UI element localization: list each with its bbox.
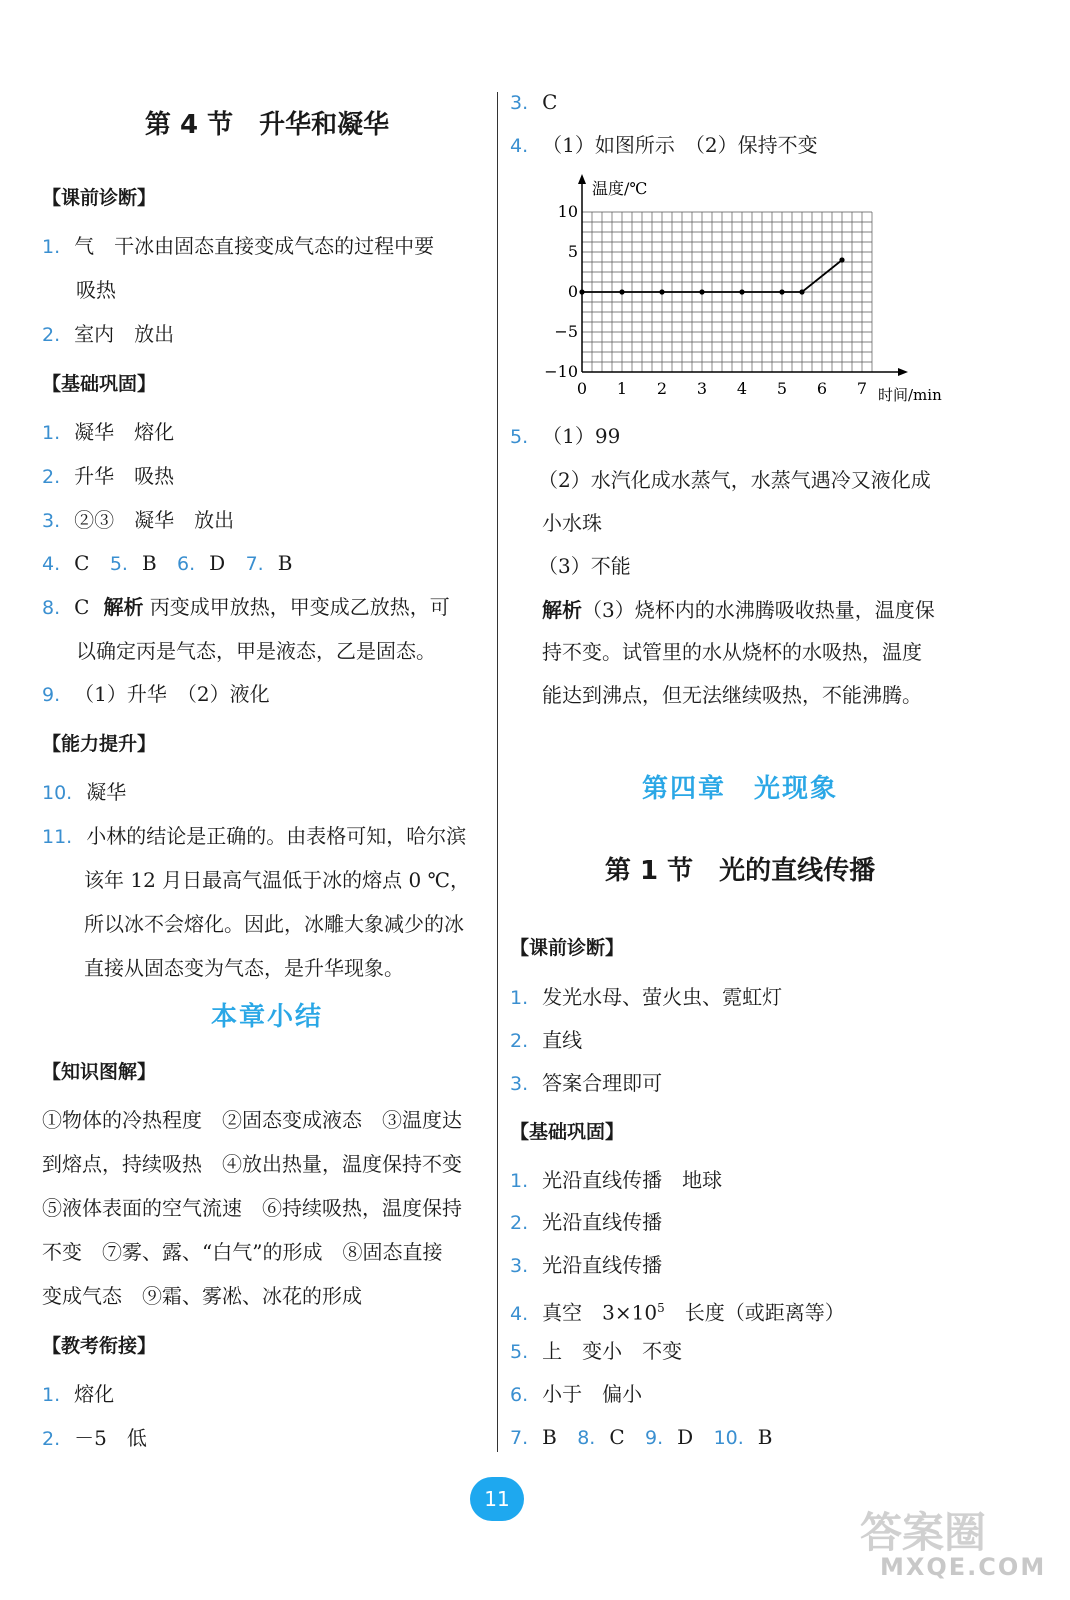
answer-line: 3. C bbox=[510, 90, 558, 114]
answer-line: 2. 光沿直线传播 bbox=[510, 1210, 663, 1234]
answer-line: 9. （1）升华 （2）液化 bbox=[42, 682, 270, 706]
answer-line: 8. C 解析 丙变成甲放热，甲变成乙放热，可 bbox=[42, 595, 450, 619]
data-point bbox=[659, 289, 664, 294]
answer-line: 吸热 bbox=[76, 278, 116, 302]
y-axis-arrow bbox=[578, 174, 586, 184]
section-title: 第 4 节 升华和凝华 bbox=[144, 110, 390, 140]
analysis-label: 解析 bbox=[542, 598, 582, 622]
answer-line: 6. 小于 偏小 bbox=[510, 1382, 643, 1406]
q-num: 1. bbox=[42, 236, 61, 258]
answer-line: 持不变。试管里的水从烧杯的水吸热，温度 bbox=[542, 640, 922, 664]
answer-line: （2）水汽化成水蒸气，水蒸气遇冷又液化成 bbox=[538, 468, 931, 492]
y-tick-label: −5 bbox=[554, 322, 578, 341]
answer-line: 3. 答案合理即可 bbox=[510, 1071, 663, 1095]
page-number: 11 bbox=[470, 1477, 524, 1521]
answer-line: 能达到沸点，但无法继续吸热，不能沸腾。 bbox=[542, 683, 922, 707]
answer-line: 5. 上 变小 不变 bbox=[510, 1339, 683, 1363]
x-tick-label: 0 bbox=[576, 379, 588, 398]
answer-line: 4. 真空 $3\times 10^5$ 长度（或距离等） bbox=[510, 1300, 845, 1325]
section-title: 第 1 节 光的直线传播 bbox=[604, 856, 876, 886]
data-point bbox=[619, 289, 624, 294]
watermark-url: MXQE.COM bbox=[880, 1553, 1047, 1581]
answer-line: 直接从固态变为气态，是升华现象。 bbox=[84, 956, 404, 980]
x-tick-label: 2 bbox=[656, 379, 668, 398]
answer-line: （3）不能 bbox=[538, 554, 631, 578]
y-tick-label: 10 bbox=[557, 202, 578, 221]
answer-line: 5. （1）99 bbox=[510, 424, 621, 448]
x-axis-label: 时间/min bbox=[878, 386, 942, 404]
section-heading: 【基础巩固】 bbox=[510, 1121, 625, 1143]
x-tick-label: 1 bbox=[616, 379, 628, 398]
data-point bbox=[839, 257, 844, 262]
x-tick-labels bbox=[577, 379, 867, 398]
answer-line: 3. ②③ 凝华 放出 bbox=[42, 508, 235, 532]
answer-line: 所以冰不会熔化。因此，冰雕大象减少的冰 bbox=[84, 912, 464, 936]
answer-line: 该年 12 月日最高气温低于冰的熔点 0 ℃， bbox=[84, 868, 470, 892]
answer-line: 10. 凝华 bbox=[42, 780, 127, 804]
y-tick-label: 0 bbox=[567, 282, 578, 301]
analysis-label: 解析 bbox=[103, 595, 144, 619]
chapter-summary-title: 本章小结 bbox=[210, 1002, 323, 1032]
data-point bbox=[699, 289, 704, 294]
section-heading: 【课前诊断】 bbox=[42, 187, 157, 209]
answer-line: 3. 光沿直线传播 bbox=[510, 1253, 663, 1277]
temperature-time-graph bbox=[540, 172, 960, 412]
x-tick-label: 7 bbox=[856, 379, 868, 398]
answer-line: 4. （1）如图所示 （2）保持不变 bbox=[510, 133, 818, 157]
answer-line: 小水珠 bbox=[542, 511, 602, 535]
x-tick-label: 5 bbox=[776, 379, 788, 398]
knowledge-line: 不变 ⑦雾、露、“白气”的形成 ⑧固态直接 bbox=[42, 1240, 443, 1264]
answer-line: 解析（3）烧杯内的水沸腾吸收热量，温度保 bbox=[542, 598, 935, 622]
y-tick-label: −10 bbox=[544, 362, 578, 381]
answer-line: 1. 气 干冰由固态直接变成气态的过程中要 bbox=[42, 232, 434, 261]
data-point bbox=[779, 289, 784, 294]
y-axis-label: 温度/℃ bbox=[592, 179, 648, 198]
answer-line: 11. 小林的结论是正确的。由表格可知，哈尔滨 bbox=[42, 824, 467, 848]
knowledge-line: ①物体的冷热程度 ②固态变成液态 ③温度达 bbox=[42, 1108, 462, 1132]
watermark-logo: 答案圈 bbox=[860, 1508, 987, 1557]
data-point bbox=[579, 289, 584, 294]
answer-line: 2. 室内 放出 bbox=[42, 322, 175, 346]
y-tick-label: 5 bbox=[567, 242, 578, 261]
answer-line: 2. 直线 bbox=[510, 1028, 583, 1052]
y-tick-labels bbox=[544, 202, 578, 381]
answer-line: 4. C 5. B 6. D 7. B bbox=[42, 551, 293, 575]
section-heading: 【知识图解】 bbox=[42, 1061, 157, 1083]
section-heading: 【能力提升】 bbox=[42, 733, 157, 755]
answer-line: 2. 升华 吸热 bbox=[42, 464, 175, 488]
answer-line: 2. －5 低 bbox=[42, 1426, 147, 1450]
x-tick-label: 6 bbox=[816, 379, 828, 398]
answer-line: 1. 发光水母、萤火虫、霓虹灯 bbox=[510, 985, 783, 1009]
x-tick-label: 3 bbox=[696, 379, 708, 398]
knowledge-line: 变成气态 ⑨霜、雾凇、冰花的形成 bbox=[42, 1284, 362, 1308]
section-heading: 【基础巩固】 bbox=[42, 373, 157, 395]
answer-line: 以确定丙是气态，甲是液态，乙是固态。 bbox=[76, 639, 436, 663]
answer-line: 1. 熔化 bbox=[42, 1382, 115, 1406]
answer-line: 1. 光沿直线传播 地球 bbox=[510, 1168, 723, 1192]
chapter-title: 第四章 光现象 bbox=[641, 774, 838, 804]
column-divider bbox=[497, 92, 498, 1452]
data-point bbox=[799, 289, 804, 294]
answer-line: 7. B 8. C 9. D 10. B bbox=[510, 1425, 773, 1449]
section-heading: 【教考衔接】 bbox=[42, 1335, 157, 1357]
x-axis-arrow bbox=[898, 368, 908, 376]
section-heading: 【课前诊断】 bbox=[510, 937, 625, 959]
knowledge-line: 到熔点，持续吸热 ④放出热量，温度保持不变 bbox=[42, 1152, 462, 1176]
answer-line: 1. 凝华 熔化 bbox=[42, 420, 175, 444]
data-point bbox=[739, 289, 744, 294]
x-tick-label: 4 bbox=[736, 379, 748, 398]
knowledge-line: ⑤液体表面的空气流速 ⑥持续吸热，温度保持 bbox=[42, 1196, 462, 1220]
